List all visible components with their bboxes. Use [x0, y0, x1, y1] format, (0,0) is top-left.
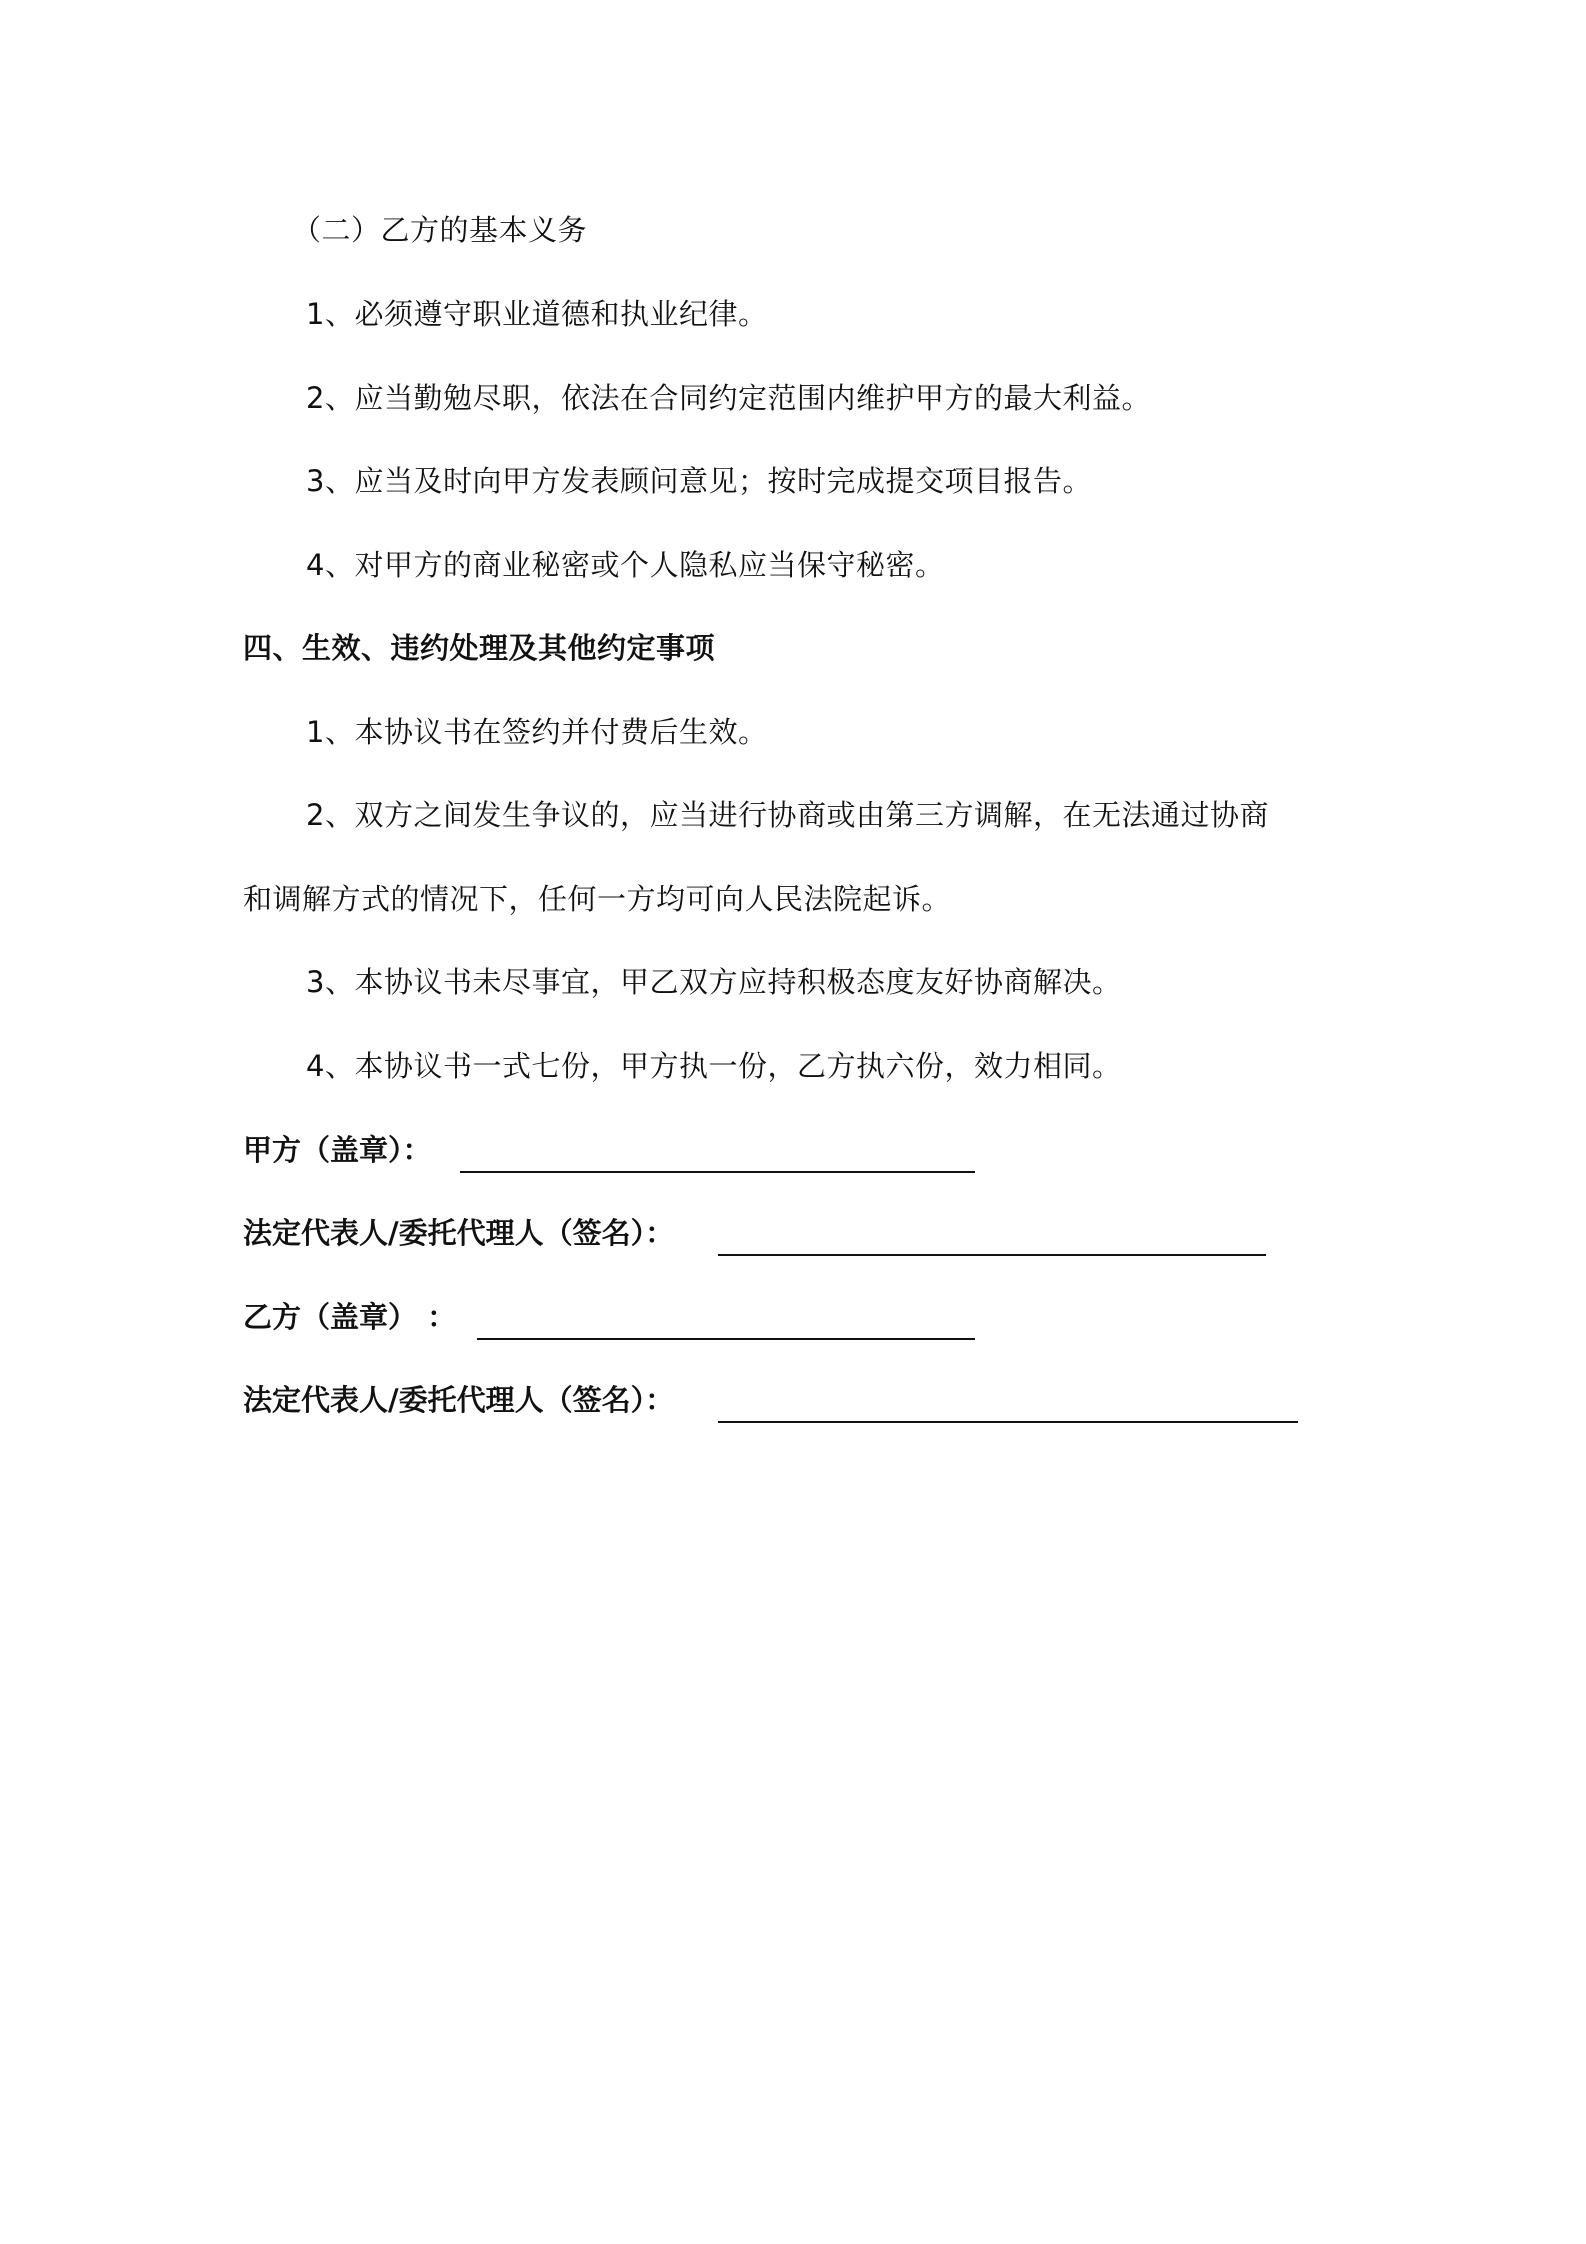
effect-item-1: 1、本协议书在签约并付费后生效。	[306, 715, 768, 749]
effect-heading: 四、生效、违约处理及其他约定事项	[243, 631, 716, 665]
obligation-item-1: 1、必须遵守职业道德和执业纪律。	[306, 297, 768, 331]
party-a-rep-label: 法定代表人/委托代理人（签名）：	[243, 1216, 675, 1250]
obligation-item-2: 2、应当勤勉尽职，依法在合同约定范围内维护甲方的最大利益。	[306, 381, 1151, 415]
party-a-seal-field[interactable]	[460, 1171, 975, 1173]
effect-item-2-line-2: 和调解方式的情况下，任何一方均可向人民法院起诉。	[243, 882, 952, 916]
party-b-rep-signature-field[interactable]	[718, 1421, 1298, 1423]
obligation-item-3: 3、应当及时向甲方发表顾问意见；按时完成提交项目报告。	[306, 464, 1092, 498]
obligation-item-4: 4、对甲方的商业秘密或个人隐私应当保守秘密。	[306, 548, 945, 582]
party-a-seal-label: 甲方（盖章）：	[243, 1133, 432, 1167]
party-b-rep-label: 法定代表人/委托代理人（签名）：	[243, 1383, 675, 1417]
effect-item-2-line-1: 2、双方之间发生争议的，应当进行协商或由第三方调解，在无法通过协商	[306, 798, 1269, 832]
effect-item-4: 4、本协议书一式七份，甲方执一份，乙方执六份，效力相同。	[306, 1049, 1122, 1083]
obligations-heading: （二）乙方的基本义务	[292, 213, 588, 247]
party-b-seal-field[interactable]	[477, 1338, 975, 1340]
effect-item-3: 3、本协议书未尽事宜，甲乙双方应持积极态度友好协商解决。	[306, 965, 1122, 999]
party-b-seal-label: 乙方（盖章） ：	[243, 1300, 457, 1334]
party-a-rep-signature-field[interactable]	[718, 1254, 1266, 1256]
